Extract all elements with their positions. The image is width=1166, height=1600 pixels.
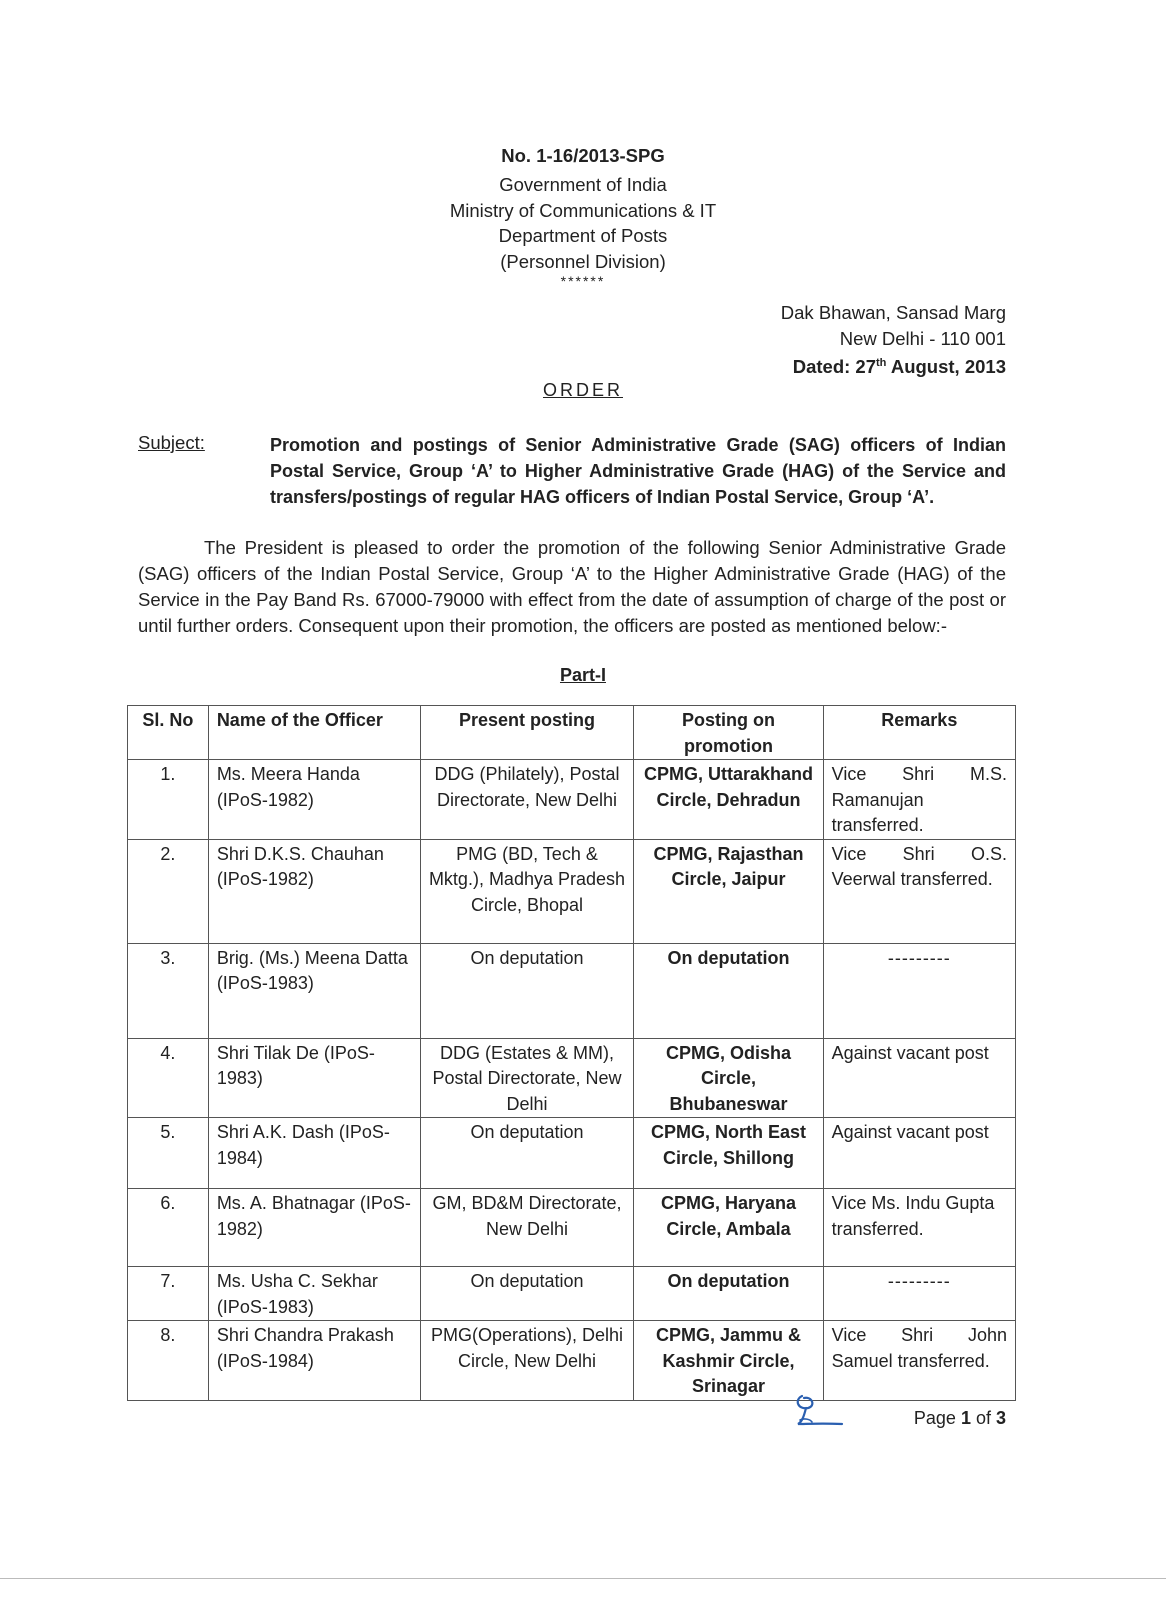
cell-sl-no: 4. [128,1038,209,1118]
page-current: 1 [960,1408,971,1428]
page-number [914,1408,1006,1429]
cell-remarks: --------- [823,1267,1015,1321]
officers-table [127,705,1016,1401]
table-row [128,1321,1016,1401]
cell-officer-name: Shri Chandra Prakash (IPoS-1984) [208,1321,420,1401]
cell-present-posting: PMG (BD, Tech & Mktg.), Madhya Pradesh Circle, Bhopal [420,839,634,943]
government-line: Government of India [499,174,667,195]
division-line: (Personnel Division) [500,250,666,272]
cell-posting-on-promotion: CPMG, Uttarakhand Circle, Dehradun [634,760,823,840]
table-row [128,1189,1016,1267]
part-title: Part-I [559,665,606,685]
page-prefix: Page [913,1408,961,1428]
address-block [781,300,1006,380]
cell-remarks: Vice Shri John Samuel transferred. [823,1321,1015,1401]
table-row [128,1118,1016,1189]
order-number: No. 1-16/2013-SPG [501,145,665,166]
cell-remarks: Against vacant post [823,1118,1015,1189]
cell-sl-no: 2. [128,839,209,943]
order-paragraph: The President is pleased to order the promotion of the following Senior Administrative Grade (SAG) officers of the Indian Postal Service, Group ‘A’ to the Higher Administrative Grade (HAG) of the Service in the Pay Band Rs. 67000-79000 with effect from the date of assumption of charge of the post or until further orders. Consequent upon their promotion, the officers are posted as mentioned below:- [138,537,1006,636]
cell-sl-no: 5. [128,1118,209,1189]
cell-present-posting: GM, BD&M Directorate, New Delhi [420,1189,634,1267]
cell-posting-on-promotion: CPMG, North East Circle, Shillong [634,1118,823,1189]
cell-remarks: Vice Ms. Indu Gupta transferred. [823,1189,1015,1267]
separator-stars: ****** [560,273,606,289]
table-header-row [128,706,1016,760]
cell-posting-on-promotion: On deputation [634,943,823,1038]
cell-sl-no: 7. [128,1267,209,1321]
cell-posting-on-promotion: CPMG, Jammu & Kashmir Circle, Srinagar [634,1321,823,1401]
page-total: 3 [995,1408,1006,1428]
order-title: ORDER [542,380,623,400]
cell-present-posting: On deputation [420,1267,634,1321]
header-posting-on-promotion: Posting on promotion [634,706,823,760]
cell-remarks: Vice Shri M.S. Ramanujan transferred. [823,760,1015,840]
cell-present-posting: On deputation [420,943,634,1038]
cell-sl-no: 3. [128,943,209,1038]
cell-present-posting: DDG (Estates & MM), Postal Directorate, New Delhi [420,1038,634,1118]
cell-officer-name: Shri D.K.S. Chauhan (IPoS-1982) [208,839,420,943]
header-sl-no: Sl. No [128,706,209,760]
address-line-1: Dak Bhawan, Sansad Marg [780,302,1006,323]
cell-officer-name: Ms. Usha C. Sekhar (IPoS-1983) [208,1267,420,1321]
table-row [128,943,1016,1038]
cell-present-posting: On deputation [420,1118,634,1189]
cell-posting-on-promotion: CPMG, Rajasthan Circle, Jaipur [634,839,823,943]
date-superscript: th [876,357,887,369]
page-mid: of [970,1408,996,1428]
cell-remarks: Vice Shri O.S. Veerwal transferred. [823,839,1015,943]
date-suffix: August, 2013 [886,356,1006,378]
cell-posting-on-promotion: CPMG, Odisha Circle, Bhubaneswar [634,1038,823,1118]
department-line: Department of Posts [498,225,668,246]
cell-officer-name: Brig. (Ms.) Meena Datta (IPoS-1983) [208,943,420,1038]
subject-text: Promotion and postings of Senior Administrative Grade (SAG) officers of Indian Postal Service, Group ‘A’ to Higher Administrative Grade (HAG) of the Service and transfers/postings of regular HAG officers of Indian Postal Service, Group ‘A’. [270,435,1006,507]
scan-edge-line [0,1578,1166,1579]
cell-remarks: Against vacant post [823,1038,1015,1118]
cell-officer-name: Ms. A. Bhatnagar (IPoS-1982) [208,1189,420,1267]
cell-sl-no: 8. [128,1321,209,1401]
date-line [781,351,1006,380]
cell-present-posting: PMG(Operations), Delhi Circle, New Delhi [420,1321,634,1401]
table-row [128,760,1016,840]
cell-sl-no: 1. [128,760,209,840]
date-prefix: Dated: 27 [792,356,876,378]
issuing-authority [0,172,1166,288]
header-remarks: Remarks [823,706,1015,760]
table-row [128,839,1016,943]
table-row [128,1267,1016,1321]
cell-remarks: --------- [823,943,1015,1038]
signature-mark [790,1390,850,1435]
ministry-line: Ministry of Communications & IT [449,199,717,221]
subject-label: Subject: [138,432,205,453]
cell-posting-on-promotion: CPMG, Haryana Circle, Ambala [634,1189,823,1267]
cell-officer-name: Shri A.K. Dash (IPoS-1984) [208,1118,420,1189]
cell-present-posting: DDG (Philately), Postal Directorate, New Delhi [420,760,634,840]
address-line-2: New Delhi - 110 001 [839,327,1006,349]
cell-posting-on-promotion: On deputation [634,1267,823,1321]
header-present-posting: Present posting [420,706,634,760]
cell-sl-no: 6. [128,1189,209,1267]
header-officer-name: Name of the Officer [208,706,420,760]
cell-officer-name: Shri Tilak De (IPoS-1983) [208,1038,420,1118]
table-row [128,1038,1016,1118]
cell-officer-name: Ms. Meera Handa (IPoS-1982) [208,760,420,840]
signature-icon [790,1390,850,1430]
